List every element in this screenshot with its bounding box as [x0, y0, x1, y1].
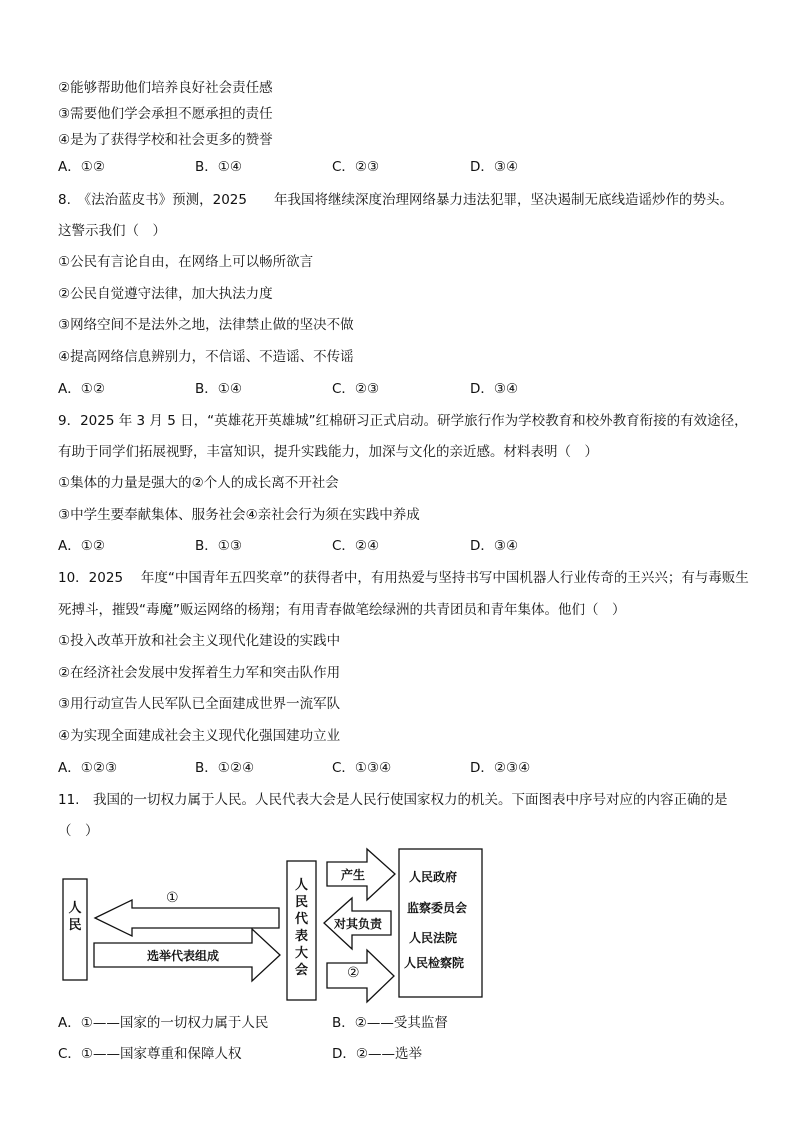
- organ-supervision: 监察委员会: [407, 901, 468, 915]
- q7-option-d: D．③④: [470, 159, 519, 175]
- arrow-elect-label: 选举代表组成: [147, 949, 220, 963]
- q10-item-2: ②在经济社会发展中发挥着生力军和突击队作用: [58, 665, 341, 681]
- q8-option-a: A．①②: [58, 381, 105, 397]
- q9-option-a: A．①②: [58, 538, 105, 554]
- arrow-responsible-label: 对其负责: [334, 917, 383, 931]
- q8-option-c: C．②③: [332, 381, 380, 397]
- q8-item-2: ②公民自觉遵守法律，加大执法力度: [58, 286, 273, 302]
- q10-item-4: ④为实现全面建成社会主义现代化强国建功立业: [58, 728, 341, 744]
- q11-option-b: B．②——受其监督: [332, 1015, 448, 1031]
- q11-option-d: D．②——选举: [332, 1046, 422, 1062]
- q10-item-1: ①投入改革开放和社会主义现代化建设的实践中: [58, 633, 341, 649]
- arrow-2-label: ②: [347, 965, 360, 981]
- q7-item-4: ④是为了获得学校和社会更多的赞誉: [58, 132, 273, 148]
- q10-option-b: B．①②④: [195, 760, 255, 776]
- q9-item-1: ①集体的力量是强大的②个人的成长离不开社会: [58, 475, 339, 491]
- q8-option-b: B．①④: [195, 381, 242, 397]
- arrow-1-label: ①: [166, 890, 179, 906]
- npc-label: 人民代表大会: [294, 878, 308, 978]
- q9-item-2: ③中学生要奉献集体、服务社会④亲社会行为须在实践中养成: [58, 507, 420, 523]
- people-label: 人民: [68, 901, 82, 933]
- organ-government: 人民政府: [409, 870, 458, 884]
- q9-option-d: D．③④: [470, 538, 519, 554]
- q7-item-3: ③需要他们学会承担不愿承担的责任: [58, 106, 273, 122]
- q8-stem-line-1: 8. 《法治蓝皮书》预测，2025 年我国将继续深度治理网络暴力违法犯罪，坚决遏制无底线造谣炒作的势头。: [58, 192, 733, 208]
- q11-stem-line-2: （ ）: [58, 823, 99, 839]
- arrow-produce-label: 产生: [341, 868, 366, 882]
- q9-option-c: C．②④: [332, 538, 380, 554]
- q7-item-2: ②能够帮助他们培养良好社会责任感: [58, 80, 273, 96]
- q9-option-b: B．①③: [195, 538, 242, 554]
- q7-option-c: C．②③: [332, 159, 380, 175]
- q8-item-4: ④提高网络信息辨别力，不信谣、不造谣、不传谣: [58, 349, 354, 365]
- q8-item-3: ③网络空间不是法外之地，法律禁止做的坚决不做: [58, 317, 354, 333]
- q9-stem-line-2: 有助于同学们拓展视野，丰富知识，提升实践能力，加深与文化的亲近感。材料表明（ ）: [58, 444, 598, 460]
- q10-option-c: C．①③④: [332, 760, 392, 776]
- q11-option-c: C．①——国家尊重和保障人权: [58, 1046, 242, 1062]
- q7-option-b: B．①④: [195, 159, 242, 175]
- q9-stem-line-1: 9．2025 年 3 月 5 日，“英雄花开英雄城”红棉研习正式启动。研学旅行作为学校教育和校外教育衔接的有效途径，: [58, 413, 748, 429]
- q10-option-d: D．②③④: [470, 760, 531, 776]
- q10-item-3: ③用行动宣告人民军队已全面建成世界一流军队: [58, 696, 341, 712]
- organ-procuratorate: 人民检察院: [404, 956, 465, 970]
- q10-stem-line-2: 死搏斗，摧毁“毒魔”贩运网络的杨翔；有用青春做笔绘绿洲的共青团员和青年集体。他们（ ）: [58, 602, 626, 618]
- q11-stem-line-1: 11. 我国的一切权力属于人民。人民代表大会是人民行使国家权力的机关。下面图表中序号对应的内容正确的是: [58, 792, 728, 808]
- organ-court: 人民法院: [409, 931, 458, 945]
- arrow-2-right: [327, 950, 394, 1002]
- q10-option-a: A．①②③: [58, 760, 118, 776]
- q8-item-1: ①公民有言论自由，在网络上可以畅所欲言: [58, 254, 314, 270]
- q11-option-a: A．①——国家的一切权力属于人民: [58, 1015, 269, 1031]
- q8-stem-line-2: 这警示我们（ ）: [58, 223, 166, 239]
- power-structure-diagram: [58, 846, 488, 1006]
- q8-option-d: D．③④: [470, 381, 519, 397]
- q10-stem-line-1: 10．2025 年度“中国青年五四奖章”的获得者中，有用热爱与坚持书写中国机器人行业传奇的王兴兴；有与毒贩生: [58, 570, 749, 586]
- q7-option-a: A．①②: [58, 159, 105, 175]
